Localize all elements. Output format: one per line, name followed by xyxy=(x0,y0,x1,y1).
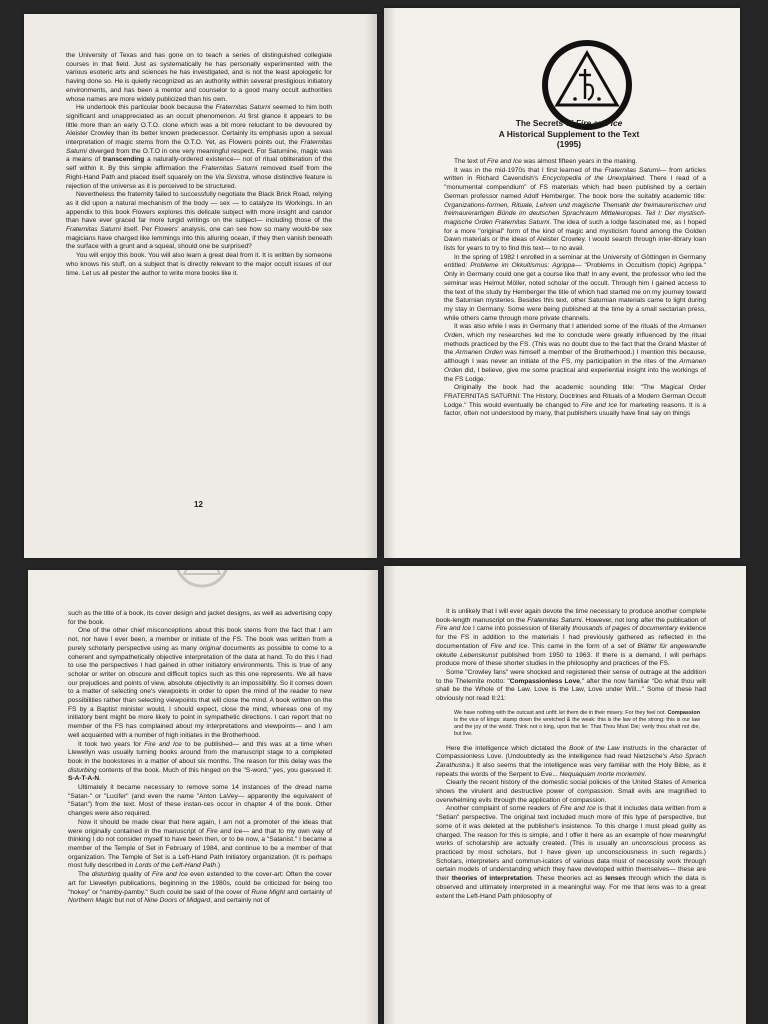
paragraph: Some "Crowley fans" were shocked and registered their sense of outrage at the addition to the Thelemite motto: "Compassionless Love," after the now familiar "Do what thou wilt shall be the Whole of the Law. Love is the Law, Love under Will..." Some of these had obviously not read II:21: xyxy=(436,668,706,703)
page-fold-shadow xyxy=(366,570,378,1024)
paragraph: In the spring of 1982 I enrolled in a seminar at the University of Göttingen in Germany entitled: Probleme im Okkultismus: Agrippa— "Problems in Occultism (topic) Agrippa." Only in Germany could one get a course like that! In any event, the professor who led the seminar was Helmut Möller, noted scholar of the occult. Through him I gained access to the text of the study by Hemberger the title of which had started me on my journey toward the Saturnian mysteries. Besides this text, other Saturnian materials came to light during my stay in Germany. Some were being published at the time by a small sectarian press, while others came through more private channels. xyxy=(444,253,706,322)
paragraph: Nevertheless the fraternity failed to successfully negotiate the Black Brick Road, relying as it did upon a natural mechanism of the body — sex — to catalyze its Workings. In an appendix to this book Flowers explores this delicate subject with more insight and candor than have ever graced far more turgid writings on the subject— including those of the Fraternitas Saturni itself. Per Flowers' analysis, one can see how so many would-be sex magicians have charged like lemmings into this alluring ocean, if they then vanish beneath the surface with a grunt and a squeal, should one be surprised? xyxy=(66,191,332,251)
article-title xyxy=(424,118,714,150)
paragraph: such as the title of a book, its cover design and jacket designs, as well as advertising copy for the book. xyxy=(68,610,332,626)
page-fold-shadow xyxy=(365,14,377,558)
title-line-2: A Historical Supplement to the Text xyxy=(498,128,640,139)
page-top-left xyxy=(24,14,377,558)
paragraph: He undertook this particular book because the Fraternitas Saturni seemed to him both significant and unappreciated as an occult phenomenon. At first glance it appears to be little more than an early O.T.O. clone which was a bit more reluctant to be devoured by Aleister Crowley than its better known predecessor. Certainly its emphasis upon a sexual interpretation of magic stems from the O.T.O. Yet, as Flowers points out, the Fraternitas Saturni diverged from the O.T.O in one very meaningful respect. For Saturnine, magic was a means of transcending a naturally-ordered existence— not of ritual obliteration of the self within it. By this simple affirmation the Fraternitas Saturni removed itself from the Right-Hand Path and placed itself squarely on the Via Sinistra, whose distinctive feature is rejection of the universe as it is perceived to be structured. xyxy=(66,104,332,190)
paragraph: It took two years for Fire and Ice to be published— and this was at a time when Llewellyn was usually turning books around from the manuscript stage to a completed book in the bookstores in a matter of about six months. The reason for this delay was the disturbing contents of the book. Much of this hinged on the "S-word," yes, you guessed it: S-A-T-A-N. xyxy=(68,740,332,783)
title-line-1-text: The Secrets of xyxy=(515,118,576,128)
paragraph: Ultimately it became necessary to remove some 14 instances of the dread name "Satan-" or "Lucifer" (and even the name "Anton LaVey— apparently the equivalent of "Satan") from the text. Most of these instan-ces occur in chapter 4 of the book. Other changes were also required. xyxy=(68,784,332,818)
text-column xyxy=(68,610,332,906)
page-bottom-right xyxy=(384,566,746,1024)
paragraph: Another complaint of some readers of Fire and Ice is that it includes data written from a "Setian" perspective. The original text included much more of this type of perspective, but some of it was deleted at the publisher's insistence. To this charge I must plead guilty as charged. The reason for this is simple, and I offer it here as an example of how meaningful works of scholarship are actually created. (This is usually an unconscious process as practiced by most scholars, but I have given up unconsciousness in such regards.) Scholars, interpreters and commun-icators of various data must of necessity work through certain models of understanding which they have developed within themselves— these are their theories of interpretation. These theories act as lenses through which the data is observed and ultimately interpreted in a meaningful way. For me that lens was to a great extent the Left-Hand Path philosophy of xyxy=(436,805,707,900)
block-quote: We have nothing with the outcast and unfit: let them die in their misery. For they feel not. Compassion is the vice of kings: stamp down the wretched & the weak: this is the law of the strong: this is our law and the joy of the world. Think not o king, upon that lie: That Thou Must Die; verily thou shalt not die, but live. xyxy=(454,709,700,738)
title-line-1-italic: Fire and Ice xyxy=(575,118,623,128)
paragraph: Now it should be made clear that here again, I am not a promoter of the ideas that were originally contained in the manuscript of Fire and Ice— and that to my own way of thinking I do not consider myself to have been then, or to be now, a "Satanist." I became a member of the Temple of Set in February of 1984, and continue to be a member of that organization. The Temple of Set is a Left-Hand Path Initiatory organization. (It is perhaps most fully described in Lords of the Left-Hand Path.) xyxy=(68,818,332,870)
paragraph: Here the intelligence which dictated the Book of the Law instructs in the character of Compassionless Love. (Undoubtedly as the intelligence had read Nietzsche's Also Sprach Zarathustra.) It also seems that the intelligence was very familiar with the Holy Bible, as it repeats the words of the Serpent to Eve... Nequaquam morte moriemini. xyxy=(436,744,706,778)
paragraph: You will enjoy this book. You will also learn a great deal from it. It is written by someone who knows his stuff, on a subject that is directly relevant to the major occult issues of our time. Let us all pester the author to write more books like it. xyxy=(66,252,332,277)
paragraph: Clearly the recent history of the domestic social policies of the United States of America shows the virulent and destructive power of compassion. Small evils are magnified to overwhelming evils through the application of compassion. xyxy=(436,779,706,804)
page-number: 12 xyxy=(194,500,203,509)
text-column xyxy=(444,158,706,419)
paragraph: The disturbing quality of Fire and Ice even extended to the cover-art: Often the cover art for Llewellyn publications, beginning in the 1980s, could be criticized for being too "hokey" or "namby-pamby." Such could be said of the cover of Rune Might and certainly of Northern Magic but not of Nine Doors of Midgard, and certainly not of xyxy=(68,871,332,905)
text-column xyxy=(436,608,706,901)
paragraph: It was in the mid-1970s that I first learned of the Fraternitas Saturni— from articles written in Richard Cavendish's Encyclopedia of the Unexplained. There I read of a "monumental compendium" of FS materials which had been published by a certain German professor named Adolf Hemberger. The book bore the suitably academic title: Organizations-formen, Rituale, Lehren und magische Thematik der freimaurerischen und freimaurerartigen Bünde im deutschen Sprachraum Mitteleuropas. Teil I: Der mystisch-magische Orden Fraternitas Saturni. The idea of such a lodge fascinated me, as I hoped for a more "original" form of the kind of magic and mysticism found among the Golden Dawn materials or the ideas of Aleister Crowley. I would search through inter-library loan lists for years to try to find this text— to no avail. xyxy=(444,166,706,253)
page-fold-shadow xyxy=(384,8,396,558)
paragraph: It is unlikely that I will ever again devote the time necessary to produce another complete book-length manuscript on the Fraternitas Saturni. However, not long after the publication of Fire and Ice I came into possession of literally thousands of pages of documentary evidence for the FS in addition to the materials I had previously gathered as reflected in the documentation of Fire and Ice. This came in the form of a set of Blätter für angewandte okkulte Lebenskunst published from 1950 to 1963. If there is a demand, I will perhaps produce more of these shorter studies in the philosophy and practices of the FS. xyxy=(436,608,707,668)
paragraph: the University of Texas and has gone on to teach a series of distinguished collegiate courses in that field. Just as systematically he has personally experimented with the various esoteric arts and sciences he has investigated, and is not the least apologetic for having done so. He is quietly recognized as an authority within several prestigious initiatory environments, and has been a mentor and counselor to a good many occult authorities whose names are more widely publicized than his own. xyxy=(66,52,332,103)
paragraph: Originally the book had the academic sounding title: "The Magical Order FRATERNITAS SATURNI: The History, Doctrines and Rituals of a Modern German Occult Lodge." This would eventually be changed to Fire and Ice for marketing reasons. It is a factor, often not understood by many, that publishers usually have final say on things xyxy=(444,384,706,418)
paragraph: It was also while I was in Germany that I attended some of the rituals of the Armanen Orden, which my researches led me to conclude were greatly influenced by the ritual methods practiced by the FS. (This was no doubt due to the fact that the Grand Master of the Armanen Orden was himself a member of the Brotherhood.) I mention this because, although I was never an initiate of the FS, my participation in the rites of the Armanen Orden did, I believe, give me some practical and experiential insight into the workings of the FS Lodge. xyxy=(444,323,706,383)
text-column xyxy=(66,52,332,278)
page-fold-shadow xyxy=(384,566,396,1024)
page-bottom-left xyxy=(28,570,378,1024)
title-line-3-year: (1995) xyxy=(556,139,582,149)
paragraph: The text of Fire and Ice was almost fifteen years in the making. xyxy=(454,158,638,165)
paragraph: One of the other chief misconceptions about this book stems from the fact that I am not, nor have I ever been, a member or initiate of the FS. The book was written from a purely scholarly perspective using as many original documents as possible to come to a coherent and sympathetically objective interpretation of the data at hand. To do this I had to use the perspectives I had gained in other initiatory environments. This is true of any scholar or writer on obscure and difficult topics such as this one represents. We all have our prejudices and points of view, absolute objectivity is an impossibility. So it comes down to a matter of selecting one's viewpoints in order to open the mind of the reader to new possibilities rather than selecting viewpoints that will close the mind. A book written on the FS by a Baptist minister would, I should expect, close the mind, whereas one of my initiatory bent might be more likely to point in sympathetic directions. I can report that no member of the FS has complained about my interpretations and viewpoints— and I am well acquainted with a number of high initiates in the Brotherhood. xyxy=(68,627,332,739)
triangle-seal-bleedthrough-icon xyxy=(172,570,232,588)
page-top-right xyxy=(384,8,740,558)
